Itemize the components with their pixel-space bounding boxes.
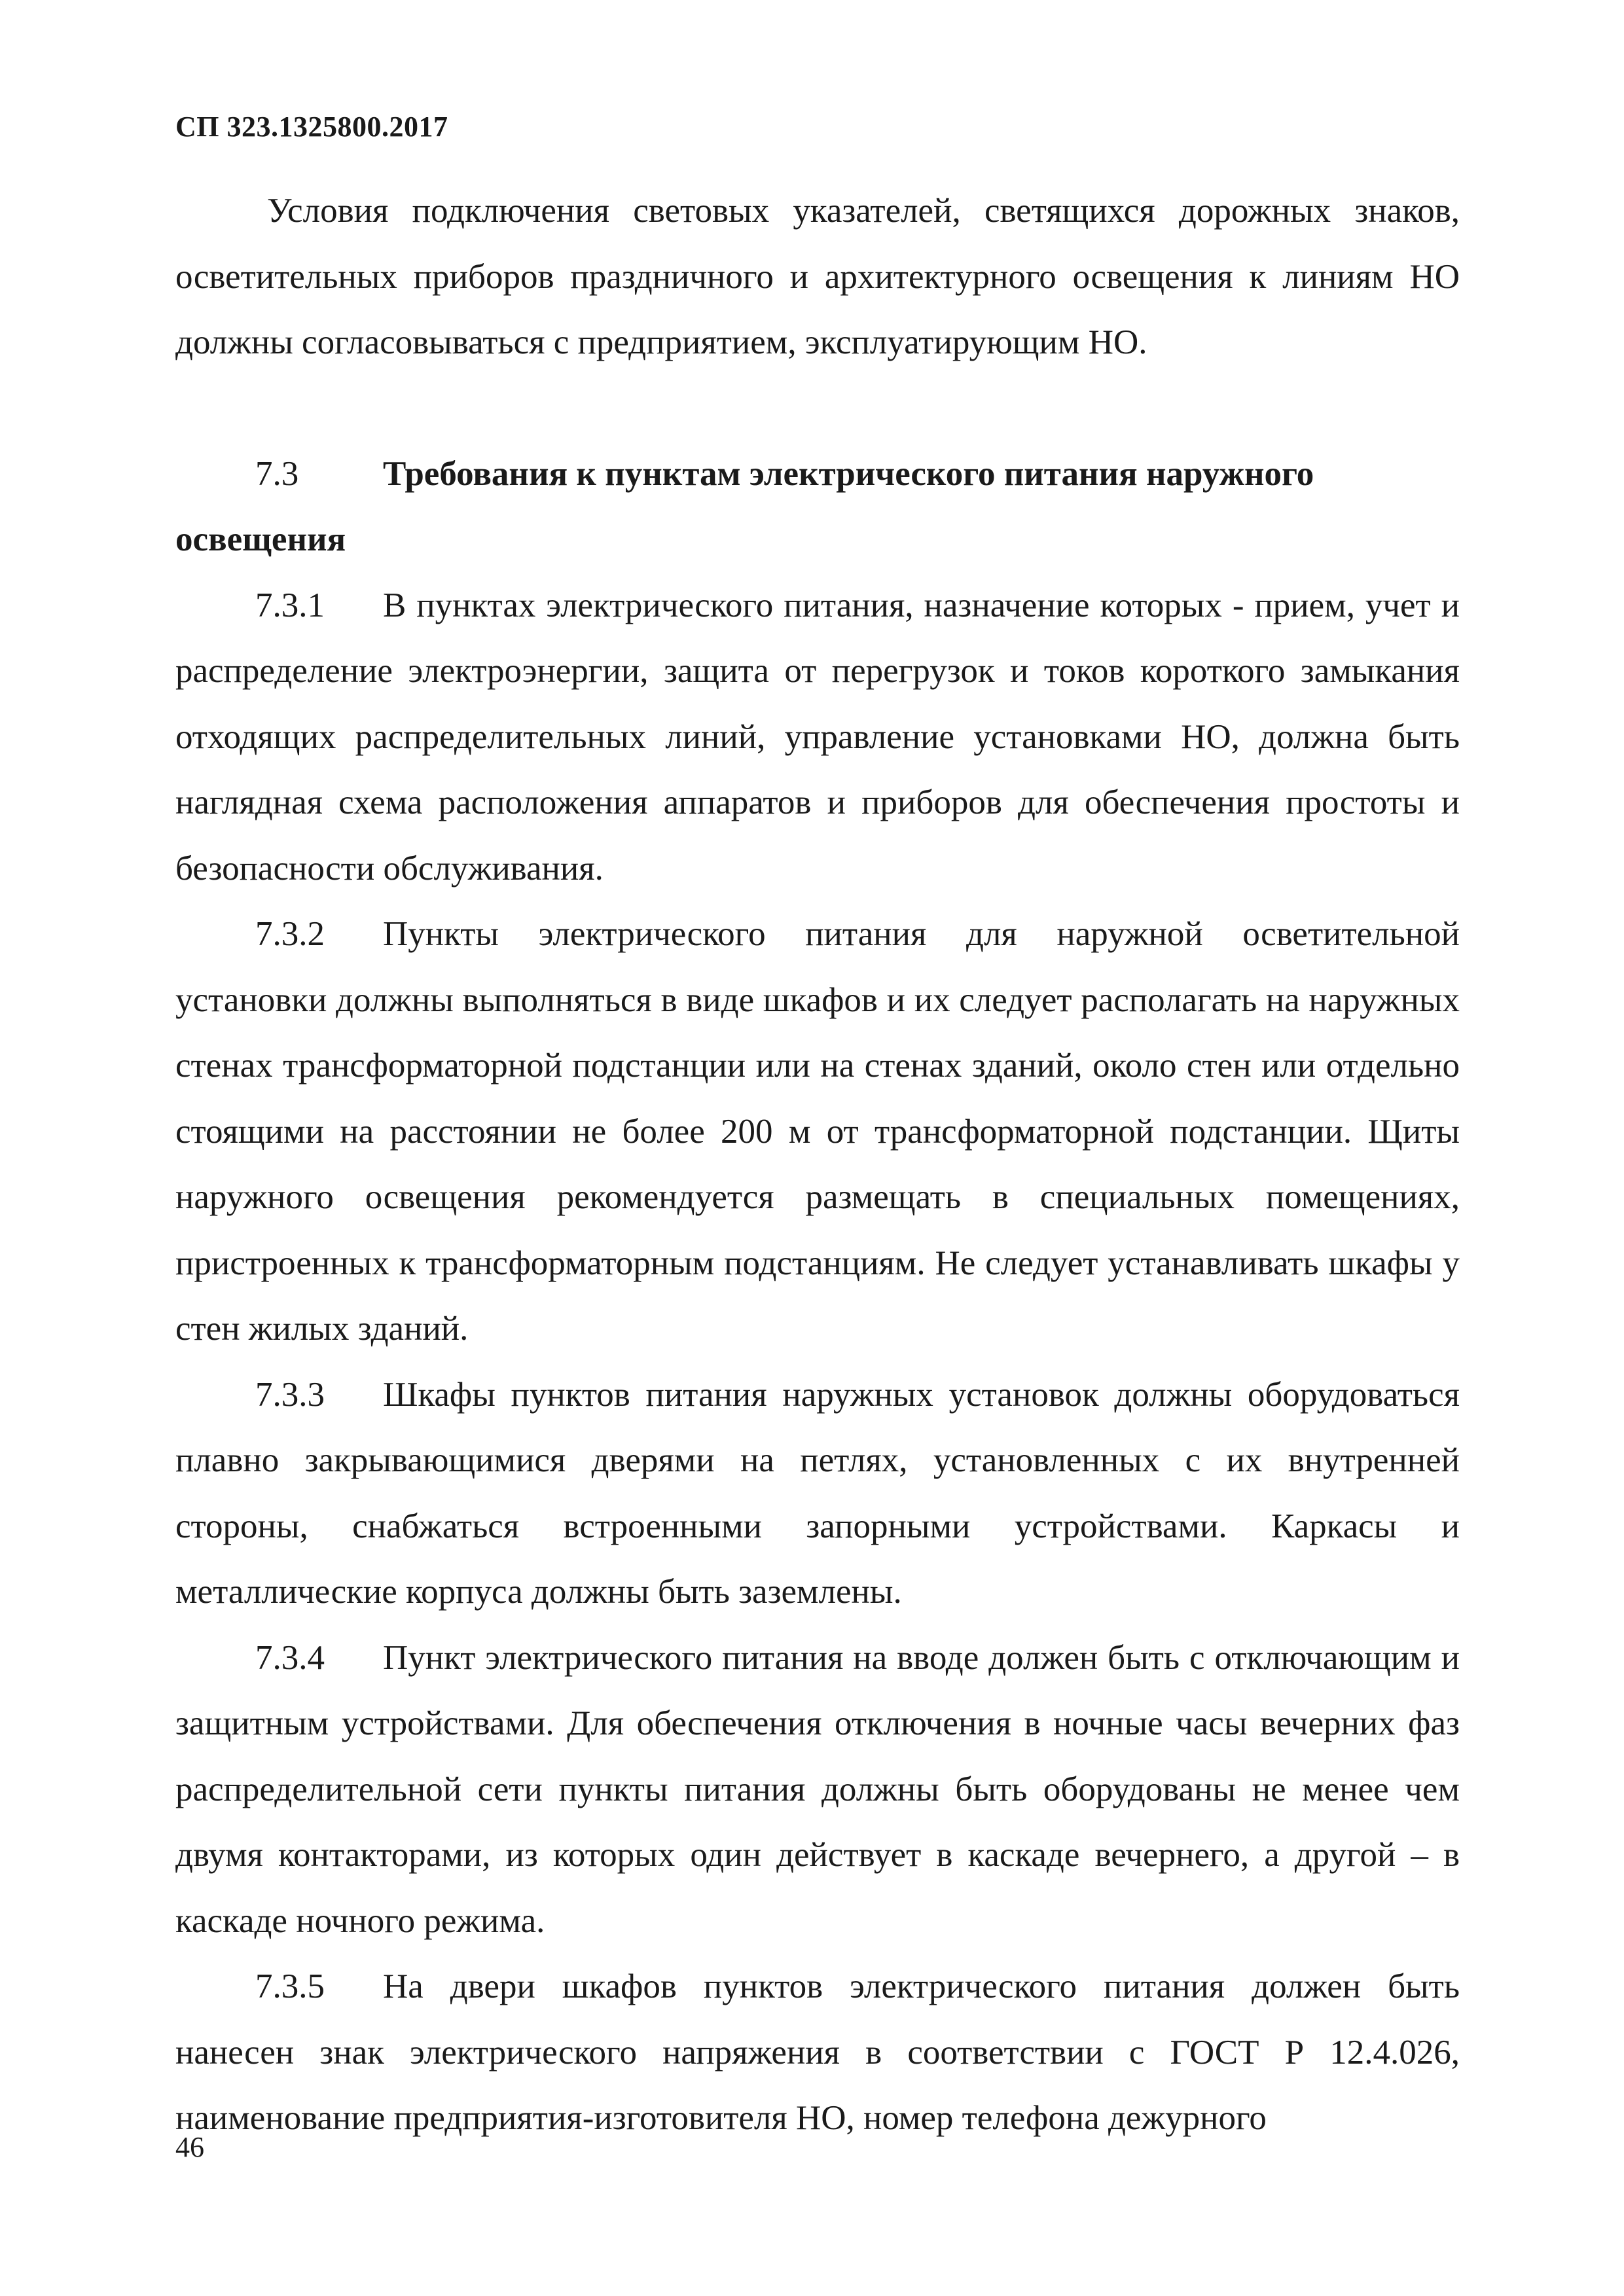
intro-paragraph: Условия подключения световых указателей, светящихся дорожных знаков, осветительных приборов праздничного и архитектурного освещения к линиям НО должны согласовываться с предприятием, эксплуатирующим НО.: [175, 192, 1460, 361]
clause-text: На двери шкафов пунктов электрического питания должен быть нанесен знак электрического напряжения в соответствии с ГОСТ Р 12.4.026, наименование предприятия-изготовителя НО, номер телефона дежурного: [175, 1967, 1460, 2137]
document-body: [175, 178, 1460, 2151]
page-number: 46: [175, 2131, 204, 2163]
clause-paragraph: [175, 1954, 1460, 2151]
section-title: Требования к пунктам электрического питания наружного освещения: [175, 454, 1314, 558]
clause-number: 7.3.5: [255, 1967, 325, 2005]
clause-paragraph: [175, 1362, 1460, 1625]
document-code-header: СП 323.1325800.2017: [175, 111, 448, 143]
clause-number: 7.3.4: [255, 1638, 325, 1677]
section-heading: [175, 441, 1460, 573]
clause-number: 7.3.2: [255, 915, 325, 953]
section-number: 7.3: [255, 454, 299, 493]
clause-number: 7.3.3: [255, 1375, 325, 1414]
clause-text: Пункт электрического питания на вводе должен быть с отключающим и защитным устройствами. Для обеспечения отключения в ночные часы вечерних фаз распределительной сети пункты питания должны быть оборудованы не менее чем двумя контакторами, из которых один действует в каскаде вечернего, а другой – в каскаде ночного режима.: [175, 1638, 1460, 1940]
clause-paragraph: [175, 1625, 1460, 1954]
clause-text: В пунктах электрического питания, назначение которых - прием, учет и распределение электроэнергии, защита от перегрузок и токов короткого замыкания отходящих распределительных линий, управление установками НО, должна быть наглядная схема расположения аппаратов и приборов для обеспечения простоты и безопасности обслуживания.: [175, 586, 1460, 888]
clause-text: Шкафы пунктов питания наружных установок должны оборудоваться плавно закрывающимися дверями на петлях, установленных с их внутренней стороны, снабжаться встроенными запорными устройствами. Каркасы и металлические корпуса должны быть заземлены.: [175, 1375, 1460, 1611]
clause-paragraph: [175, 901, 1460, 1362]
clause-number: 7.3.1: [255, 586, 325, 624]
clause-paragraph: [175, 573, 1460, 902]
clause-text: Пункты электрического питания для наружной осветительной установки должны выполняться в виде шкафов и их следует располагать на наружных стенах трансформаторной подстанции или на стенах зданий, около стен или отдельно стоящими на расстоянии не более 200 м от трансформаторной подстанции. Щиты наружного освещения рекомендуется размещать в специальных помещениях, пристроенных к трансформаторным подстанциям. Не следует устанавливать шкафы у стен жилых зданий.: [175, 915, 1460, 1348]
